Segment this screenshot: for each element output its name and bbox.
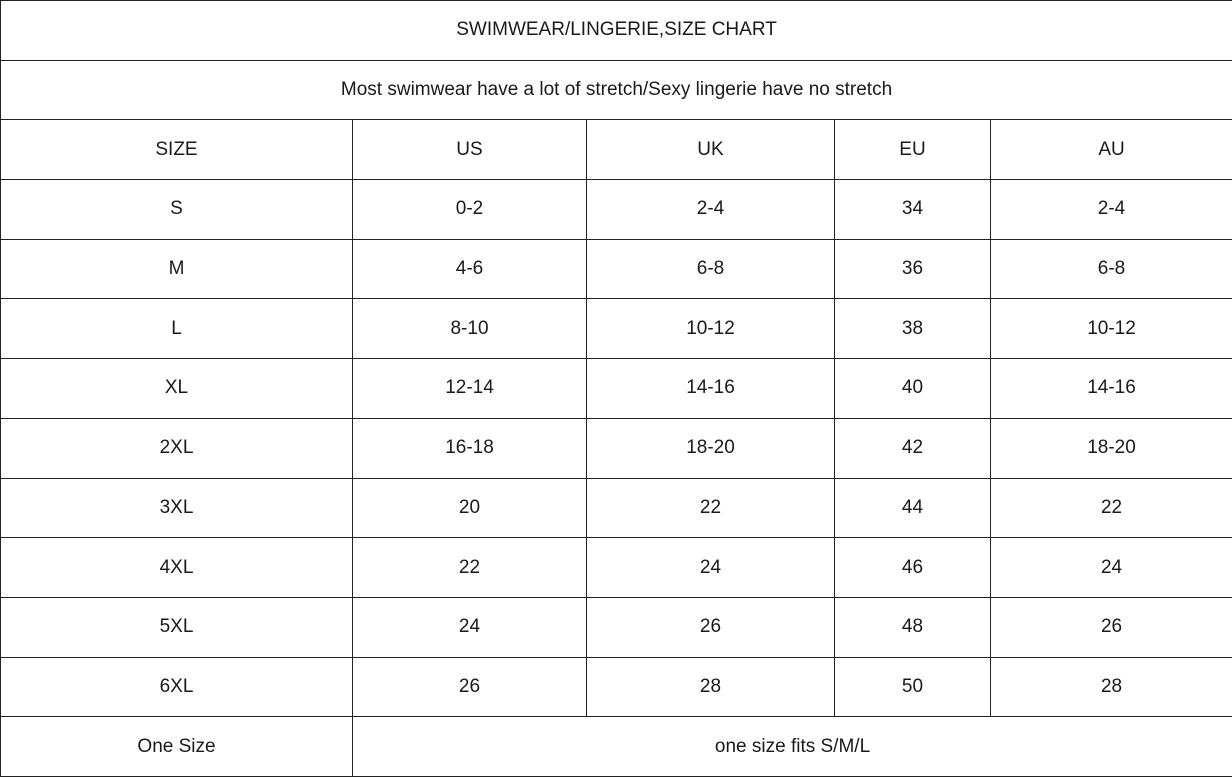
cell-size: 3XL [1, 478, 353, 538]
cell-uk: 24 [587, 538, 835, 598]
cell-size: 2XL [1, 418, 353, 478]
one-size-row [1, 717, 1232, 777]
cell-us: 4-6 [353, 239, 587, 299]
cell-eu: 38 [835, 299, 991, 359]
cell-au: 2-4 [991, 180, 1232, 240]
cell-uk: 2-4 [587, 180, 835, 240]
header-row [1, 120, 1232, 180]
cell-us: 22 [353, 538, 587, 598]
cell-eu: 50 [835, 657, 991, 717]
cell-size: 5XL [1, 597, 353, 657]
cell-us: 8-10 [353, 299, 587, 359]
column-header-us: US [353, 120, 587, 180]
table-row [1, 478, 1232, 538]
cell-us: 16-18 [353, 418, 587, 478]
subtitle-row [1, 60, 1232, 120]
table-row [1, 418, 1232, 478]
column-header-au: AU [991, 120, 1232, 180]
cell-uk: 10-12 [587, 299, 835, 359]
cell-au: 6-8 [991, 239, 1232, 299]
cell-size: S [1, 180, 353, 240]
cell-eu: 46 [835, 538, 991, 598]
cell-eu: 40 [835, 359, 991, 419]
cell-au: 10-12 [991, 299, 1232, 359]
cell-uk: 14-16 [587, 359, 835, 419]
cell-us: 24 [353, 597, 587, 657]
cell-eu: 34 [835, 180, 991, 240]
cell-us: 12-14 [353, 359, 587, 419]
cell-au: 26 [991, 597, 1232, 657]
cell-au: 22 [991, 478, 1232, 538]
cell-uk: 28 [587, 657, 835, 717]
table-row [1, 538, 1232, 598]
cell-us: 26 [353, 657, 587, 717]
chart-subtitle: Most swimwear have a lot of stretch/Sexy lingerie have no stretch [1, 60, 1232, 120]
cell-uk: 18-20 [587, 418, 835, 478]
cell-uk: 26 [587, 597, 835, 657]
column-header-size: SIZE [1, 120, 353, 180]
cell-eu: 44 [835, 478, 991, 538]
cell-size: XL [1, 359, 353, 419]
cell-eu: 48 [835, 597, 991, 657]
cell-au: 24 [991, 538, 1232, 598]
cell-eu: 36 [835, 239, 991, 299]
cell-size: 4XL [1, 538, 353, 598]
table-row [1, 299, 1232, 359]
one-size-value: one size fits S/M/L [353, 717, 1232, 777]
table-row [1, 239, 1232, 299]
cell-uk: 6-8 [587, 239, 835, 299]
cell-eu: 42 [835, 418, 991, 478]
chart-title: SWIMWEAR/LINGERIE,SIZE CHART [1, 1, 1232, 61]
table-row [1, 597, 1232, 657]
table-row [1, 180, 1232, 240]
column-header-uk: UK [587, 120, 835, 180]
cell-size: L [1, 299, 353, 359]
cell-us: 0-2 [353, 180, 587, 240]
title-row [1, 1, 1232, 61]
table-row [1, 359, 1232, 419]
cell-au: 18-20 [991, 418, 1232, 478]
cell-au: 28 [991, 657, 1232, 717]
cell-us: 20 [353, 478, 587, 538]
cell-size: 6XL [1, 657, 353, 717]
table-row [1, 657, 1232, 717]
one-size-label: One Size [1, 717, 353, 777]
column-header-eu: EU [835, 120, 991, 180]
cell-size: M [1, 239, 353, 299]
cell-au: 14-16 [991, 359, 1232, 419]
cell-uk: 22 [587, 478, 835, 538]
